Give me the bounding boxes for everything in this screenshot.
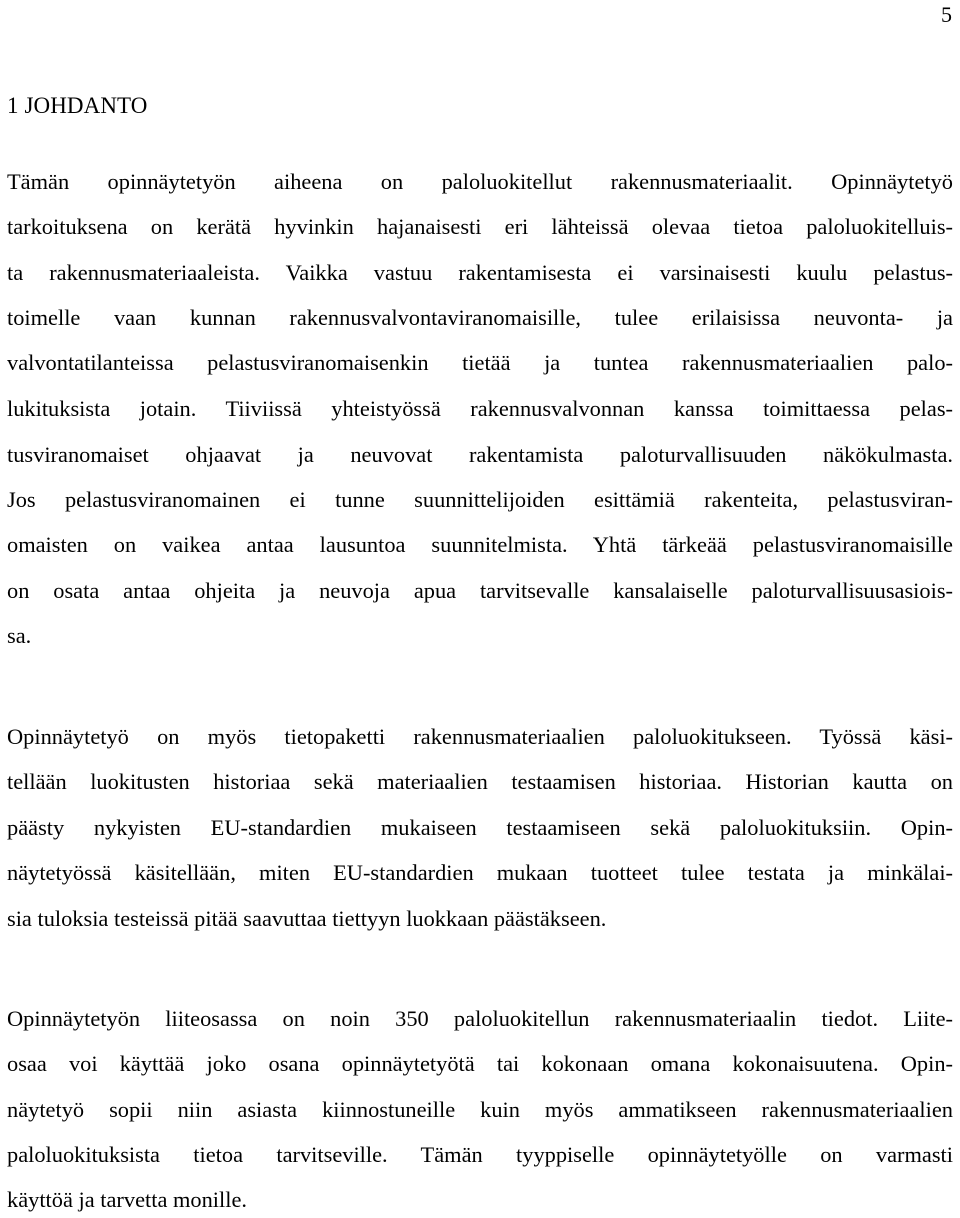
text-line: Jos pelastusviranomainen ei tunne suunnittelijoiden esittämiä rakenteita, pelastusviran-	[7, 487, 953, 512]
text-line: paloluokituksista tietoa tarvitseville. Tämän tyyppiselle opinnäytetyölle on varmasti	[7, 1142, 953, 1167]
text-line: tarkoituksena on kerätä hyvinkin hajanaisesti eri lähteissä olevaa tietoa paloluokitelluis-	[7, 214, 953, 239]
text-line: sia tuloksia testeissä pitää saavuttaa tiettyyn luokkaan päästäkseen.	[7, 906, 607, 931]
text-line: Tämän opinnäytetyön aiheena on paloluokitellut rakennusmateriaalit. Opinnäytetyö	[7, 169, 953, 194]
text-line: valvontatilanteissa pelastusviranomaisenkin tietää ja tuntea rakennusmateriaalien palo-	[7, 350, 953, 375]
text-line: päästy nykyisten EU-standardien mukaiseen testaamiseen sekä paloluokituksiin. Opin-	[7, 815, 953, 840]
page-number: 5	[941, 2, 952, 27]
text-line: omaisten on vaikea antaa lausuntoa suunnitelmista. Yhtä tärkeää pelastusviranomaisille	[7, 532, 953, 557]
text-line: näytetyössä käsitellään, miten EU-standardien mukaan tuotteet tulee testata ja minkälai-	[7, 860, 953, 885]
chapter-heading: 1 JOHDANTO	[7, 93, 148, 118]
text-line: käyttöä ja tarvetta monille.	[7, 1187, 247, 1212]
text-line: on osata antaa ohjeita ja neuvoja apua tarvitsevalle kansalaiselle paloturvallisuusasiois-	[7, 578, 953, 603]
text-line: tellään luokitusten historiaa sekä materiaalien testaamisen historiaa. Historian kautta on	[7, 769, 953, 794]
text-line: ta rakennusmateriaaleista. Vaikka vastuu rakentamisesta ei varsinaisesti kuulu pelastus-	[7, 260, 953, 285]
text-line: osaa voi käyttää joko osana opinnäytetyötä tai kokonaan omana kokonaisuutena. Opin-	[7, 1051, 953, 1076]
text-line: toimelle vaan kunnan rakennusvalvontaviranomaisille, tulee erilaisissa neuvonta- ja	[7, 305, 953, 330]
text-line: tusviranomaiset ohjaavat ja neuvovat rakentamista paloturvallisuuden näkökulmasta.	[7, 442, 953, 467]
text-line: sa.	[7, 623, 32, 648]
text-line: näytetyö sopii niin asiasta kiinnostuneille kuin myös ammatikseen rakennusmateriaalien	[7, 1097, 953, 1122]
text-line: lukituksista jotain. Tiiviissä yhteistyössä rakennusvalvonnan kanssa toimittaessa pelas-	[7, 396, 953, 421]
text-line: Opinnäytetyön liiteosassa on noin 350 paloluokitellun rakennusmateriaalin tiedot. Liite-	[7, 1006, 953, 1031]
text-line: Opinnäytetyö on myös tietopaketti rakennusmateriaalien paloluokitukseen. Työssä käsi-	[7, 724, 953, 749]
